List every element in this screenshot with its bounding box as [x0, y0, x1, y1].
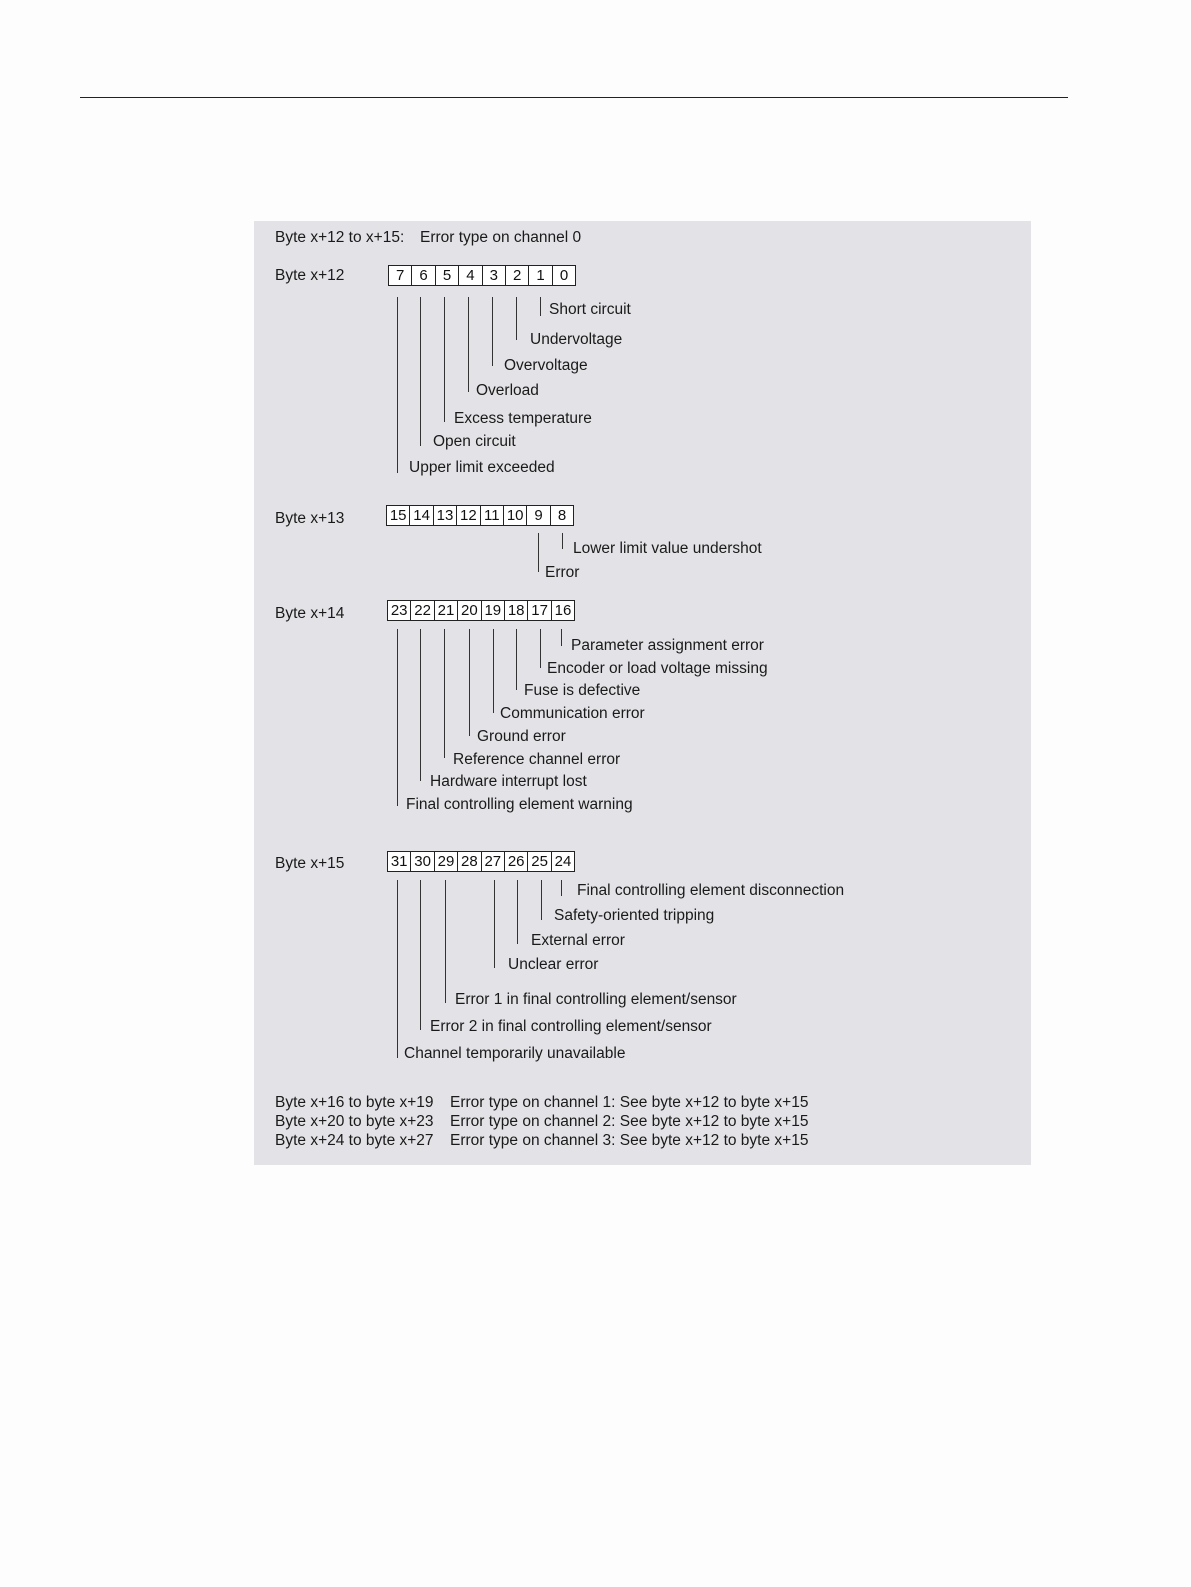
leader-line — [538, 533, 539, 572]
bit-cell: 17 — [527, 600, 551, 621]
error-label: Lower limit value undershot — [573, 540, 762, 557]
leader-line — [493, 629, 494, 713]
bit-cell: 8 — [550, 505, 574, 526]
error-label: Channel temporarily unavailable — [404, 1045, 626, 1062]
footer-range: Byte x+24 to byte x+27 — [275, 1132, 434, 1149]
leader-line — [397, 880, 398, 1058]
byte-label: Byte x+14 — [275, 605, 345, 622]
error-label: Safety-oriented tripping — [554, 907, 715, 924]
leader-line — [541, 880, 542, 920]
bit-cell: 30 — [410, 851, 434, 872]
leader-line — [517, 880, 518, 944]
error-label: Hardware interrupt lost — [430, 773, 587, 790]
error-label: Error — [545, 564, 580, 581]
bit-cell: 26 — [504, 851, 528, 872]
bit-cell: 18 — [504, 600, 528, 621]
footer-desc: Error type on channel 3: See byte x+12 to byte x+15 — [450, 1132, 809, 1149]
bit-cell: 14 — [409, 505, 433, 526]
leader-line — [444, 297, 445, 422]
bit-cell: 4 — [458, 265, 482, 286]
bit-cell: 7 — [388, 265, 412, 286]
bit-cell: 19 — [481, 600, 505, 621]
footer-range: Byte x+16 to byte x+19 — [275, 1094, 434, 1111]
leader-line — [420, 880, 421, 1030]
leader-line — [516, 629, 517, 690]
bit-cell: 20 — [457, 600, 481, 621]
bit-cell: 2 — [505, 265, 529, 286]
bit-cell: 0 — [552, 265, 576, 286]
leader-line — [561, 880, 562, 896]
error-label: Open circuit — [433, 433, 516, 450]
error-label: Ground error — [477, 728, 566, 745]
bit-cell: 16 — [551, 600, 575, 621]
footer-desc: Error type on channel 2: See byte x+12 to byte x+15 — [450, 1113, 809, 1130]
diagram-title-suffix: Error type on channel 0 — [420, 229, 582, 246]
bit-cell: 12 — [456, 505, 480, 526]
error-label: Excess temperature — [454, 410, 592, 427]
byte-label: Byte x+13 — [275, 510, 345, 527]
bit-cell: 28 — [457, 851, 481, 872]
bit-cell: 9 — [526, 505, 550, 526]
bit-cell: 24 — [551, 851, 575, 872]
bit-cell: 23 — [387, 600, 411, 621]
header-rule — [80, 97, 1068, 98]
error-label: Upper limit exceeded — [409, 459, 555, 476]
error-label: Parameter assignment error — [571, 637, 764, 654]
leader-line — [420, 297, 421, 446]
error-label: Final controlling element disconnection — [577, 882, 845, 899]
bit-cell: 1 — [528, 265, 552, 286]
leader-line — [445, 880, 446, 1003]
diagram-title-prefix: Byte x+12 to x+15: — [275, 229, 405, 246]
error-label: Unclear error — [508, 956, 599, 973]
bit-cell: 31 — [387, 851, 411, 872]
leader-line — [540, 297, 541, 316]
bit-cell: 10 — [503, 505, 527, 526]
error-label: Undervoltage — [530, 331, 623, 348]
bit-cell: 13 — [433, 505, 457, 526]
leader-line — [540, 629, 541, 668]
error-label: Reference channel error — [453, 751, 621, 768]
byte-label: Byte x+12 — [275, 267, 345, 284]
error-label: External error — [531, 932, 625, 949]
bit-cell: 21 — [434, 600, 458, 621]
error-label: Overload — [476, 382, 539, 399]
leader-line — [469, 629, 470, 736]
error-label: Communication error — [500, 705, 645, 722]
leader-line — [444, 629, 445, 758]
leader-line — [561, 629, 562, 646]
footer-range: Byte x+20 to byte x+23 — [275, 1113, 434, 1130]
bit-cell: 11 — [480, 505, 504, 526]
error-label: Overvoltage — [504, 357, 588, 374]
error-label: Error 1 in final controlling element/sensor — [455, 991, 737, 1008]
leader-line — [397, 297, 398, 473]
bit-cell: 5 — [435, 265, 459, 286]
leader-line — [468, 297, 469, 392]
bit-cell: 22 — [410, 600, 434, 621]
bit-cell: 3 — [482, 265, 506, 286]
bit-cell: 27 — [481, 851, 505, 872]
error-label: Encoder or load voltage missing — [547, 660, 768, 677]
error-label: Fuse is defective — [524, 682, 641, 699]
bit-cell: 29 — [434, 851, 458, 872]
leader-line — [420, 629, 421, 781]
bit-cell: 25 — [527, 851, 551, 872]
error-label: Short circuit — [549, 301, 631, 318]
leader-line — [397, 629, 398, 806]
bit-cell: 15 — [386, 505, 410, 526]
byte-label: Byte x+15 — [275, 855, 345, 872]
leader-line — [562, 533, 563, 549]
error-label: Error 2 in final controlling element/sensor — [430, 1018, 712, 1035]
leader-line — [494, 880, 495, 968]
footer-desc: Error type on channel 1: See byte x+12 to byte x+15 — [450, 1094, 809, 1111]
error-label: Final controlling element warning — [406, 796, 633, 813]
leader-line — [516, 297, 517, 340]
leader-line — [492, 297, 493, 366]
bit-cell: 6 — [411, 265, 435, 286]
